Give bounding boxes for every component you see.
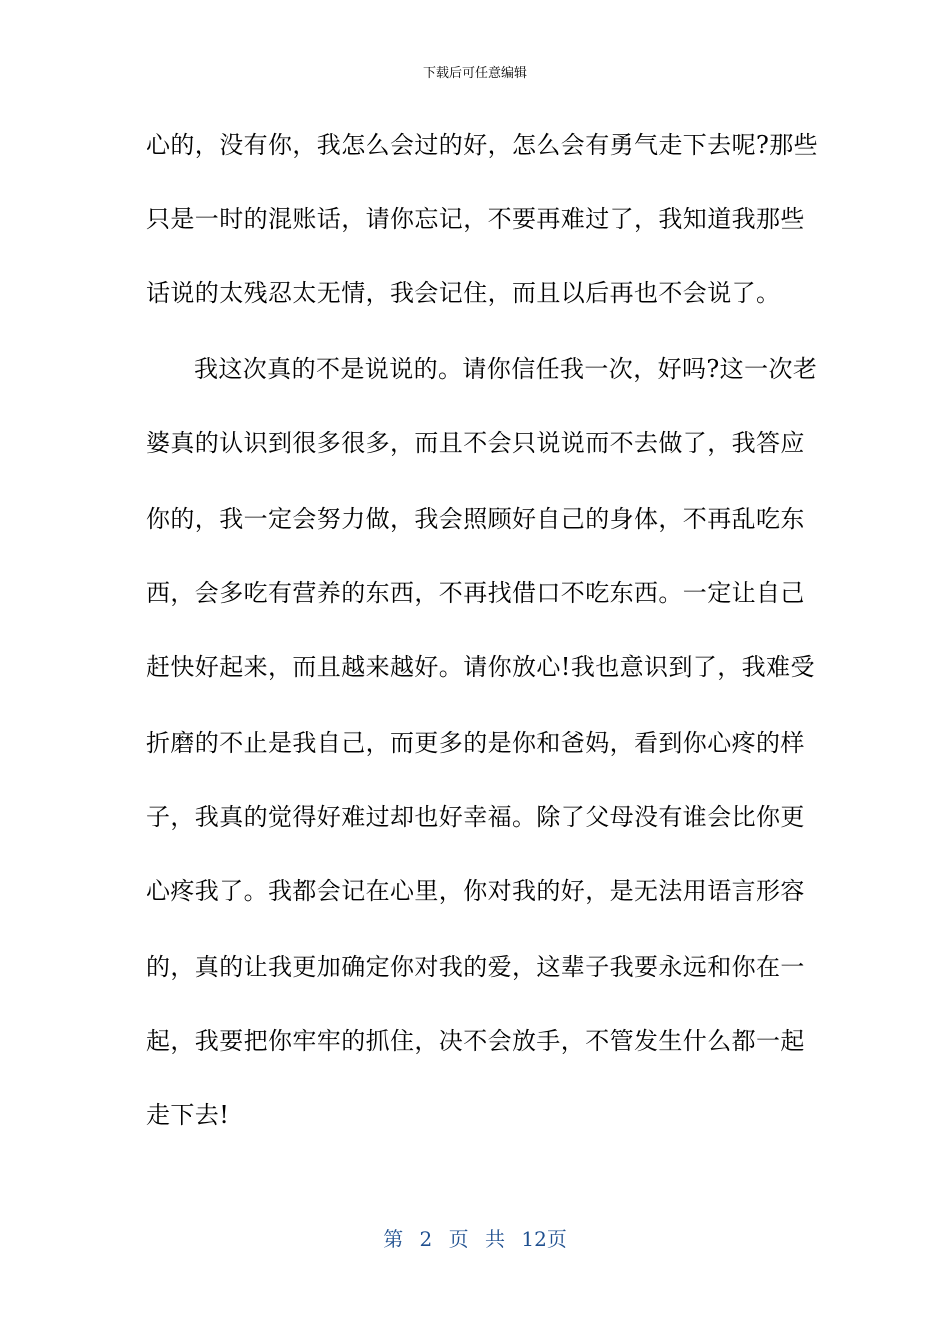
page-header: 下载后可任意编辑 (422, 66, 527, 81)
text-line-10: 子，我真的觉得好难过却也好幸福。除了父母没有谁会比你更 (146, 803, 805, 831)
text-line-5: 婆真的认识到很多很多，而且不会只说说而不去做了，我答应 (146, 429, 805, 457)
text-line-4: 我这次真的不是说说的。请你信任我一次，好吗?这一次老 (194, 355, 818, 383)
text-line-3: 话说的太残忍太无情，我会记住，而且以后再也不会说了。 (146, 279, 781, 307)
page-footer (0, 1225, 950, 1253)
text-line-6: 你的，我一定会努力做，我会照顾好自己的身体，不再乱吃东 (146, 505, 805, 533)
text-line-13: 起，我要把你牢牢的抓住，决不会放手，不管发生什么都一起 (146, 1027, 805, 1055)
text-line-9: 折磨的不止是我自己，而更多的是你和爸妈，看到你心疼的样 (146, 729, 805, 757)
footer-prefix: 第 (383, 1227, 404, 1251)
text-line-12: 的，真的让我更加确定你对我的爱，这辈子我要永远和你在一 (146, 953, 805, 981)
footer-page-number: 2 (419, 1227, 433, 1251)
footer-total-unit: 页 (546, 1227, 567, 1251)
text-line-11: 心疼我了。我都会记在心里，你对我的好，是无法用语言形容 (146, 877, 805, 905)
text-line-8: 赶快好起来，而且越来越好。请你放心!我也意识到了，我难受 (146, 653, 815, 681)
text-line-2: 只是一时的混账话，请你忘记，不要再难过了，我知道我那些 (146, 205, 805, 233)
footer-total-pages: 12 (521, 1227, 547, 1251)
footer-page-unit: 页 (448, 1227, 469, 1251)
footer-total-label: 共 (485, 1227, 505, 1251)
text-line-1: 心的，没有你，我怎么会过的好，怎么会有勇气走下去呢?那些 (146, 131, 819, 159)
text-line-14: 走下去! (146, 1101, 230, 1129)
text-line-7: 西，会多吃有营养的东西，不再找借口不吃东西。一定让自己 (146, 579, 805, 607)
